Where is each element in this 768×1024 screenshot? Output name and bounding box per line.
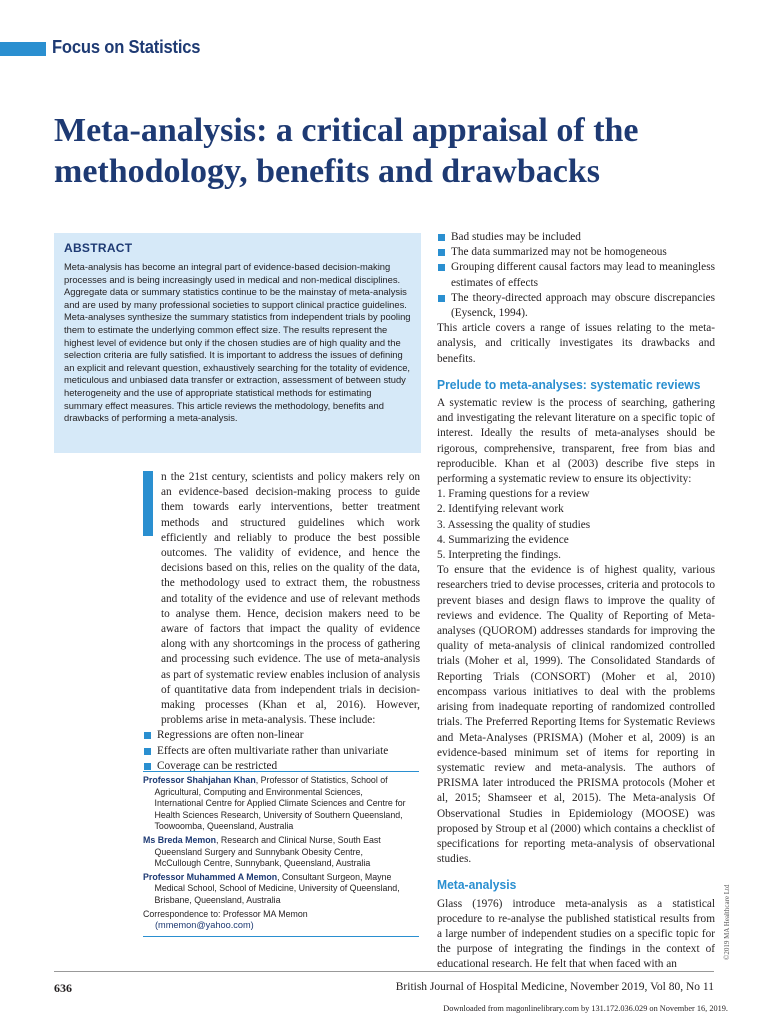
section-heading: Meta-analysis	[437, 877, 517, 893]
author-entry: Professor Muhammed A Memon, Consultant Surgeon, Mayne Medical School, School of Medicine, University of Queensland, Brisbane, Queensland, Australia	[143, 871, 400, 905]
right-column	[437, 230, 715, 973]
author-box	[143, 771, 419, 937]
paragraph: Glass (1976) introduce meta-analysis as a statistical procedure to re-analyse the published statistical results from a large number of independent studies on a specific topic for the purpose of integrating the findings in the context of educational research. He felt that when faced with an	[437, 897, 715, 971]
list-item: Coverage can be restricted	[143, 759, 420, 774]
abstract-box	[54, 233, 421, 453]
list-item: Bad studies may be included	[437, 230, 715, 245]
article-title: Meta-analysis: a critical appraisal of the methodology, benefits and drawbacks	[54, 112, 639, 190]
list-item: The data summarized may not be homogeneous	[437, 245, 715, 260]
left-column	[143, 470, 420, 774]
list-item: 4. Summarizing the evidence	[437, 533, 569, 546]
paragraph: A systematic review is the process of searching, gathering and investigating the relevant literature on a specific topic of interest. Ideally the results of meta-analyses should be rigorous, comprehensive, transparent, free from bias and reproducible. Khan et al (2003) describe five steps in performing a systematic review to ensure its objectivity:	[437, 397, 715, 486]
meta-problems-list	[437, 230, 715, 321]
list-item: 1. Framing questions for a review	[437, 488, 590, 501]
author-entry: Professor Shahjahan Khan, Professor of Statistics, School of Agricultural, Computing and Environmental Sciences, International Centre for Applied Climate Sciences and Centre for Health Sciences Research, University of Southern Queensland, Toowoomba, Queensland, Australia	[143, 775, 406, 832]
list-item: The theory-directed approach may obscure discrepancies (Eysenck, 1994).	[437, 291, 715, 321]
abstract-heading: ABSTRACT	[64, 241, 133, 255]
paragraph: This article covers a range of issues relating to the meta-analysis, and critically investigates its drawbacks and benefits.	[437, 322, 715, 365]
list-item: Effects are often multivariate rather than univariate	[143, 744, 420, 759]
paragraph: To ensure that the evidence is of highest quality, various researchers tried to devise processes, criteria and protocols to prevent biases and design flaws to improve the quality of reviews and evidence. The Quality of Reporting of Meta-analyses (QUOROM) addresses standards for improving the quality of meta-analysis of clinical randomized controlled trials (Moher et al, 1999). The Consolidated Standards of Reporting Trials (CONSORT) (Moher et al, 2010) encompass various initiatives to deal with the problems arising from inadequate reporting of randomized controlled trials. The Preferred Reporting Items for Systematic Reviews and Meta-Analyses (PRISMA) (Moher et al, 2009) is an evidence-based minimum set of items for reporting in systematic review and meta-analysis. The authors of PRISMA later introduced the PRISMA protocols (Moher et al, 2015; Shamseer et al, 2015). The Meta-analysis Of Observational Studies in Epidemiology (MOOSE) was proposed by Stroup et al (2000) which contains a checklist of specifications for reporting meta-analysis of observational studies.	[437, 564, 715, 866]
section-label: Focus on Statistics	[52, 37, 201, 57]
page-number: 636	[54, 981, 72, 995]
list-item: 3. Assessing the quality of studies	[437, 518, 591, 531]
author-entry: Ms Breda Memon, Research and Clinical Nurse, South East Queensland Surgery and Sunnybank Obesity Centre, McCullough Centre, Sunnybank, Queensland, Australia	[143, 834, 381, 869]
section-heading: Prelude to meta-analyses: systematic reviews	[437, 376, 701, 392]
list-item: Regressions are often non-linear	[143, 728, 420, 743]
download-notice: Downloaded from magonlinelibrary.com by 131.172.036.029 on November 16, 2019.	[443, 1004, 728, 1013]
correspondence-email[interactable]: (mmemon@yahoo.com)	[155, 920, 254, 931]
steps-list	[437, 487, 715, 563]
journal-citation: British Journal of Hospital Medicine, November 2019, Vol 80, No 11	[395, 981, 714, 993]
list-item: Grouping different causal factors may lead to meaningless estimates of effects	[437, 260, 715, 290]
footer-divider	[54, 971, 714, 972]
list-item: 5. Interpreting the findings.	[437, 549, 561, 562]
abstract-text: Meta-analysis has become an integral part of evidence-based decision-making processes and is being increasingly used in medical and non-medical disciplines. Aggregate data or summary statistics continue to be the mainstay of meta-analysis and are used by many professional societies to support clinical practice guidelines. Meta-analyses synthesize the summary statistics from independent trials by pooling them to estimate the underlying common effect size. The results represent the highest level of evidence but only if the chosen studies are of high quality and the selection criteria are fully satisfied. It is important to address the issues of defining an explicit and relevant question, exhaustively searching for the totality of evidence, meticulous and unbiased data transfer or extraction, assessment of between study heterogeneity and the use of appropriate statistical methods for estimating summary effect measures. This article reviews the methodology, benefits and drawbacks of performing a meta-analysis.	[64, 261, 411, 424]
problems-list	[143, 728, 420, 774]
intro-paragraph: n the 21st century, scientists and policy makers rely on an evidence-based decision-making process to guide them towards early interventions, better treatment methods and structured guidelines which work efficiently and reliably to produce the best possible outcomes. The validity of evidence, and hence the decisions based on this, relies on the quality of the data, the methodology used to extract them, the robustness and totality of the evidence and use of relevant methods to analyse them. Hence, decision makers need to be aware of factors that impact the quality of evidence along with any shortcomings in the process of gathering and processing such evidence. The use of meta-analysis as part of systematic review enables inclusion of analysis of quantitative data from independent trials in decision-making processes (Khan et al, 2016). However, problems arise in meta-analysis. These include:	[161, 471, 420, 727]
correspondence: Correspondence to: Professor MA Memon	[143, 908, 308, 919]
copyright-notice: ©2019 MA Healthcare Ltd	[723, 884, 731, 960]
section-bar	[0, 42, 46, 56]
list-item: 2. Identifying relevant work	[437, 503, 564, 516]
